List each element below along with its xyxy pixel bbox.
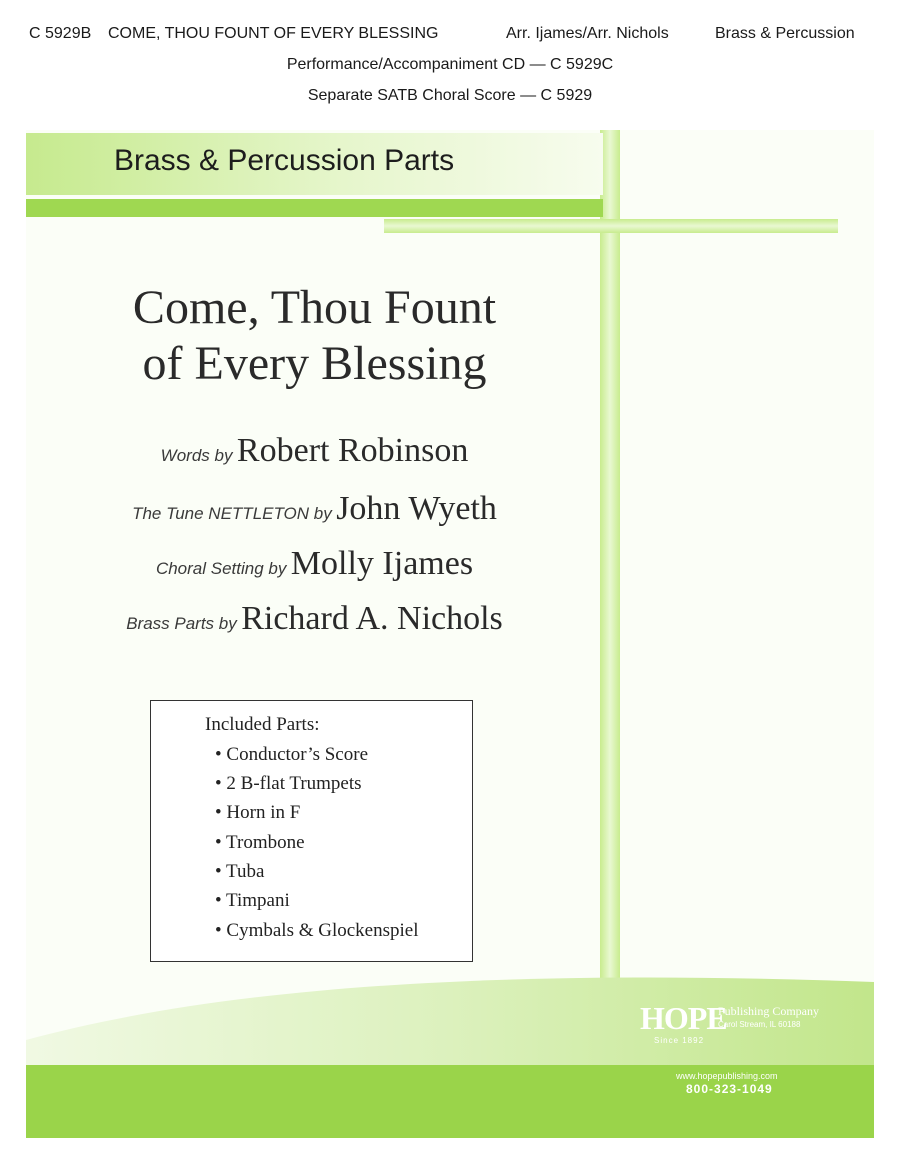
credit-tune bbox=[26, 490, 603, 528]
publisher-name: Publishing Company bbox=[718, 1004, 820, 1018]
part-item: • Conductor’s Score bbox=[215, 744, 369, 765]
cross-horizontal bbox=[384, 219, 838, 233]
header-cd-line: Performance/Accompaniment CD — C 5929C bbox=[286, 56, 614, 73]
cross-vertical bbox=[600, 130, 620, 980]
credit-brass bbox=[26, 600, 603, 638]
publisher-since: Since 1892 bbox=[654, 1036, 705, 1045]
catalog-number: C 5929B bbox=[29, 25, 92, 42]
publisher-website[interactable]: www.hopepublishing.com bbox=[676, 1071, 778, 1081]
header-score-line: Separate SATB Choral Score — C 5929 bbox=[307, 87, 593, 104]
publisher-address: Carol Stream, IL 60188 bbox=[718, 1020, 801, 1029]
banner-title: Brass & Percussion Parts bbox=[114, 144, 455, 177]
credit-label: Brass Parts by bbox=[126, 614, 237, 633]
part-item: • Horn in F bbox=[215, 802, 301, 823]
credit-label: Words by bbox=[160, 446, 233, 465]
credit-name: Molly Ijames bbox=[290, 545, 474, 582]
banner-rule bbox=[26, 199, 603, 217]
part-item: • Tuba bbox=[215, 861, 265, 882]
part-item: • Timpani bbox=[215, 890, 290, 911]
credit-name: Richard A. Nichols bbox=[241, 600, 503, 637]
credit-name: Robert Robinson bbox=[236, 432, 469, 469]
part-item: • Cymbals & Glockenspiel bbox=[215, 920, 419, 941]
credit-name: John Wyeth bbox=[336, 490, 497, 527]
title-line-1: Come, Thou Fount bbox=[132, 281, 497, 334]
hope-logo: HOPE bbox=[640, 1000, 727, 1036]
header-title: COME, THOU FOUNT OF EVERY BLESSING bbox=[108, 25, 439, 42]
publisher-phone: 800-323-1049 bbox=[686, 1082, 773, 1096]
header-edition: Brass & Percussion bbox=[715, 25, 855, 42]
credit-choral bbox=[26, 545, 603, 583]
part-item: • Trombone bbox=[215, 832, 305, 853]
title-line-2: of Every Blessing bbox=[142, 337, 487, 390]
credit-label: Choral Setting by bbox=[155, 559, 287, 578]
credit-words bbox=[26, 432, 603, 470]
header-arrangers: Arr. Ijames/Arr. Nichols bbox=[506, 25, 669, 42]
credit-label: The Tune NETTLETON by bbox=[132, 504, 332, 523]
part-item: • 2 B-flat Trumpets bbox=[215, 773, 362, 794]
included-parts-heading: Included Parts: bbox=[205, 714, 320, 735]
